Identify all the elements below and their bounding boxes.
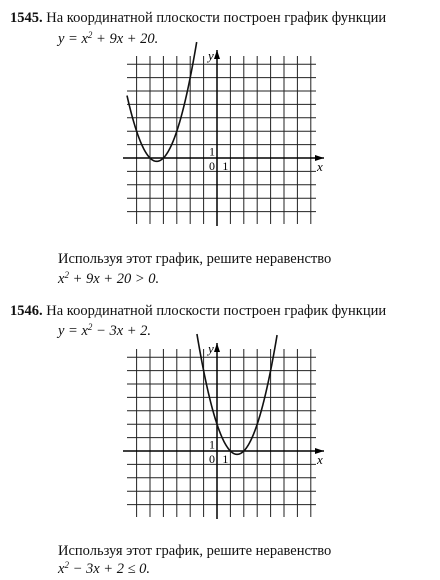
instruction-text: Используя этот график, решите неравенство (58, 543, 332, 559)
inequality-part: − 3x + 2 ≤ 0. (68, 561, 151, 577)
inequality-formula (58, 560, 150, 578)
y-axis-label: y (208, 341, 214, 356)
formula-part: y = x (58, 323, 88, 339)
inequality-part: x (58, 271, 65, 287)
formula-part: − 3x + 2. (92, 323, 152, 339)
origin-label: 0 (209, 159, 215, 173)
tick-label-x-one: 1 (222, 159, 229, 173)
tick-label-x-one: 1 (222, 452, 229, 466)
formula-exponent: 2 (87, 30, 93, 40)
grid (127, 349, 316, 517)
y-axis-label: y (208, 48, 214, 63)
problem-number: 1545. (10, 10, 43, 26)
x-axis-label: x (317, 159, 323, 174)
inequality-part: + 9x + 20 > 0. (68, 271, 160, 287)
formula-exponent: 2 (87, 322, 93, 332)
y-axis-arrow (214, 343, 220, 352)
axes (123, 343, 324, 519)
instruction-text: Используя этот график, решите неравенство (58, 251, 332, 267)
problem-number: 1546. (10, 303, 43, 319)
inequality-exponent: 2 (64, 560, 69, 570)
problem-statement: На координатной плоскости построен график функции (46, 303, 387, 319)
tick-label-y-one: 1 (209, 144, 215, 159)
inequality-part: x (58, 561, 65, 577)
inequality-exponent: 2 (64, 270, 69, 280)
origin-label: 0 (209, 452, 215, 466)
formula-part: y = x (58, 31, 88, 47)
problem-statement: На координатной плоскости построен график функции (46, 10, 387, 26)
x-axis-label: x (317, 452, 323, 467)
formula-part: + 9x + 20. (92, 31, 159, 47)
tick-label-y-one: 1 (209, 437, 215, 452)
